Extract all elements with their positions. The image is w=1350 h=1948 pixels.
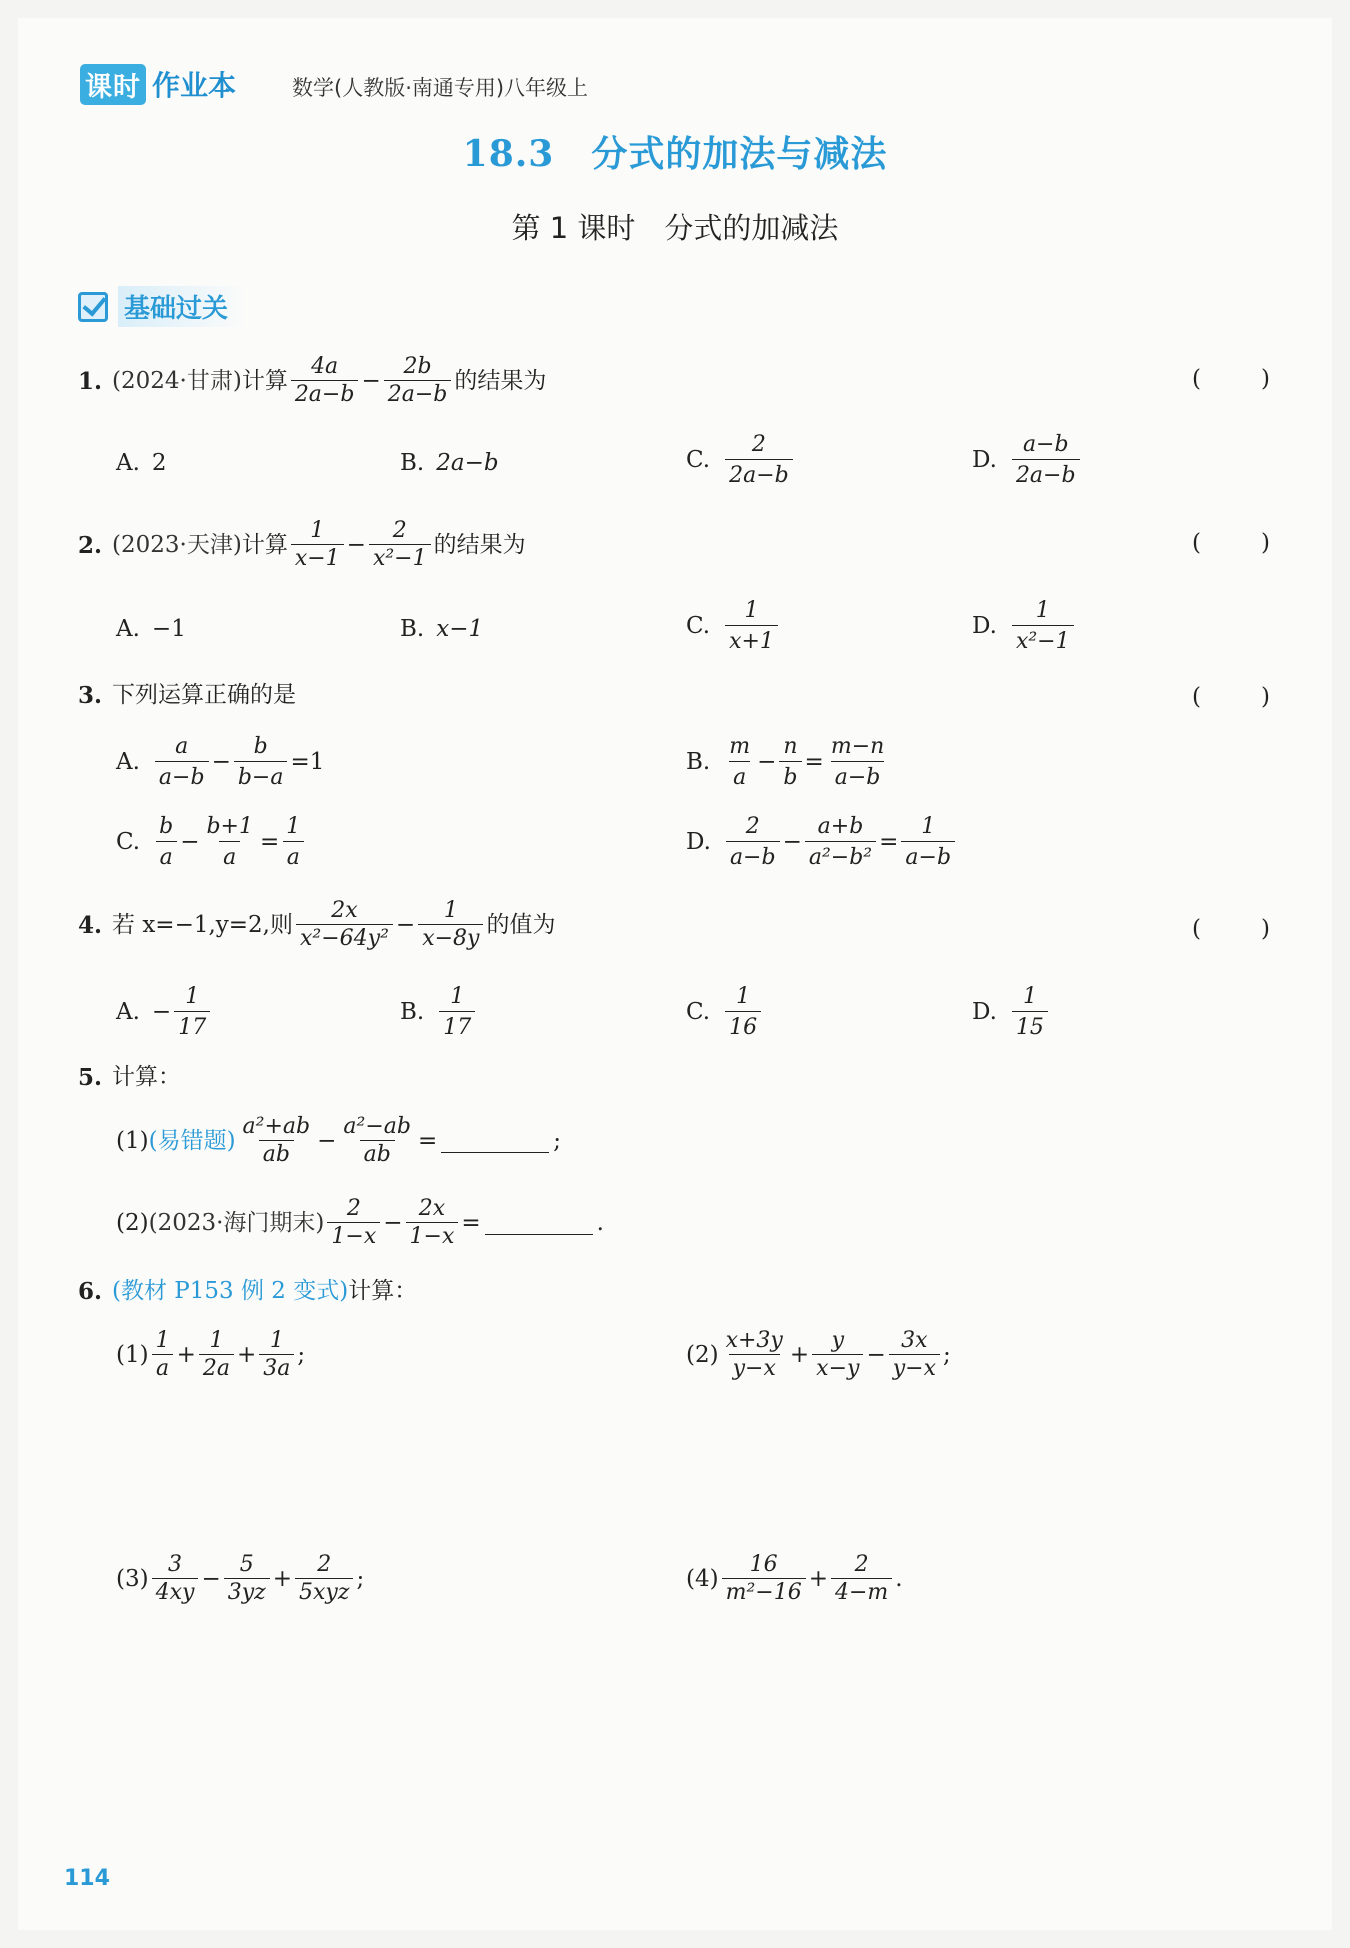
fraction (812, 1330, 863, 1380)
denominator: x−y (812, 1354, 863, 1380)
punctuation: ; (943, 1341, 951, 1368)
numerator: a²+ab (242, 1114, 311, 1139)
fraction (1012, 598, 1074, 654)
numerator: y (831, 1328, 845, 1353)
operator: − (757, 749, 777, 775)
subject-line: 数学(人教版·南通专用)八年级上 (292, 76, 589, 100)
denominator: x−1 (291, 544, 344, 570)
operator: + (176, 1341, 196, 1368)
option-value: −1 (151, 616, 186, 642)
option-a[interactable] (116, 734, 324, 790)
fraction (291, 520, 344, 570)
fraction (726, 814, 780, 870)
denominator: ab (360, 1140, 395, 1166)
fraction (155, 814, 177, 870)
denominator: y−x (889, 1354, 940, 1380)
numerator: b (253, 734, 268, 759)
question-tail: 的结果为 (454, 367, 547, 394)
denominator: 17 (439, 1011, 475, 1040)
question-6-part-4 (686, 1554, 903, 1604)
denominator: 1−x (406, 1222, 459, 1248)
fraction (418, 900, 483, 950)
operator: − (317, 1127, 337, 1154)
denominator: y−x (729, 1354, 780, 1380)
option-d[interactable] (972, 984, 1051, 1040)
section-title: 18.3 分式的加法与减法 (462, 133, 888, 175)
question-number: 4. (78, 911, 103, 939)
operator: − (180, 829, 200, 855)
fraction (779, 734, 801, 790)
question-source: (2024·甘肃) (112, 367, 242, 394)
book-logo (80, 66, 236, 102)
minus-sign: − (151, 999, 172, 1025)
denominator: a−b (155, 761, 209, 790)
fraction (239, 1116, 315, 1166)
option-b[interactable] (400, 450, 499, 476)
numerator: 1 (1022, 984, 1037, 1009)
question-6-part-3 (116, 1554, 364, 1604)
option-c[interactable] (116, 814, 307, 870)
numerator: 1 (269, 1328, 284, 1353)
denominator: a (156, 841, 177, 870)
question-tail: 的结果为 (433, 531, 526, 558)
operator: − (866, 1341, 886, 1368)
option-value: 2a−b (436, 450, 499, 476)
fraction (384, 356, 452, 406)
answer-blank[interactable] (441, 1130, 549, 1153)
denominator: 17 (174, 1011, 210, 1040)
fraction (295, 1554, 353, 1604)
answer-paren[interactable] (1192, 684, 1270, 710)
basics-label: 基础过关 (118, 286, 246, 327)
option-d[interactable] (972, 598, 1077, 654)
equals: = (461, 1209, 481, 1236)
option-b[interactable] (400, 984, 478, 1040)
fraction (234, 734, 288, 790)
answer-paren[interactable] (1192, 366, 1270, 392)
fraction (725, 984, 761, 1040)
option-label: D. (972, 999, 997, 1025)
denominator: 4xy (152, 1578, 199, 1604)
punctuation: ; (356, 1565, 365, 1592)
question-tail: 的值为 (486, 911, 556, 938)
part-label: (3) (116, 1565, 149, 1592)
denominator: a−b (901, 841, 955, 870)
option-label: C. (686, 447, 711, 473)
numerator: 1 (1035, 598, 1050, 623)
denominator: 4−m (831, 1578, 892, 1604)
numerator: 2 (346, 1196, 361, 1221)
punctuation: . (596, 1209, 604, 1236)
denominator: x²−1 (1012, 625, 1074, 654)
question-number: 6. (78, 1278, 103, 1305)
numerator: m−n (830, 734, 885, 759)
option-value: x−1 (436, 616, 484, 642)
fraction (152, 1554, 199, 1604)
denominator: 2a−b (725, 459, 793, 488)
denominator: a−b (831, 761, 885, 790)
numerator: 2 (751, 432, 766, 457)
numerator: 1 (185, 984, 200, 1009)
numerator: 3 (168, 1552, 183, 1577)
operator: − (201, 1565, 221, 1592)
answer-paren[interactable] (1192, 916, 1270, 942)
numerator: 1 (443, 898, 458, 923)
part-label: (2) (686, 1341, 719, 1368)
fraction (805, 814, 876, 870)
denominator: 16 (725, 1011, 761, 1040)
fraction (406, 1198, 459, 1248)
fraction (722, 1554, 806, 1604)
fraction (369, 520, 431, 570)
numerator: 1 (744, 598, 759, 623)
paren-open: ( (1192, 916, 1201, 942)
denominator: 5xyz (295, 1578, 353, 1604)
part-label: (1) (116, 1127, 149, 1154)
question-4 (78, 900, 555, 950)
numerator: a²−ab (343, 1114, 411, 1139)
option-a[interactable] (116, 984, 213, 1040)
operator: − (782, 829, 802, 855)
operator: + (272, 1565, 293, 1592)
question-number: 1. (78, 367, 103, 395)
question-number: 3. (78, 682, 103, 709)
denominator: 3a (259, 1354, 294, 1380)
option-label: A. (116, 450, 140, 476)
numerator: 2x (418, 1196, 446, 1221)
numerator: 1 (736, 984, 751, 1009)
denominator: m²−16 (722, 1578, 806, 1604)
option-label: B. (400, 999, 425, 1025)
option-c[interactable] (686, 598, 781, 654)
option-label: C. (116, 829, 141, 855)
denominator: 2a−b (1012, 459, 1080, 488)
numerator: 2 (854, 1552, 869, 1577)
part-label: (4) (686, 1565, 719, 1592)
denominator: x²−1 (369, 544, 431, 570)
denominator: 3yz (224, 1578, 270, 1604)
question-text: 下列运算正确的是 (112, 682, 297, 708)
denominator: x+1 (725, 625, 778, 654)
fraction (1012, 984, 1048, 1040)
option-label: D. (972, 447, 997, 473)
question-6 (78, 1280, 417, 1303)
option-label: B. (400, 450, 425, 476)
part-label: (1) (116, 1341, 149, 1368)
question-text: 计算： (112, 1064, 182, 1090)
numerator: 2 (745, 814, 760, 839)
lesson-title: 第 1 课时 分式的加减法 (511, 211, 839, 245)
fraction (722, 1330, 787, 1380)
fraction (827, 734, 888, 790)
denominator: b (779, 761, 801, 790)
option-label: A. (116, 999, 140, 1025)
operator: − (361, 367, 381, 394)
fraction (174, 984, 210, 1040)
question-lead: 计算 (241, 531, 288, 558)
fraction (327, 1198, 380, 1248)
option-d[interactable] (686, 814, 958, 870)
paren-close: ) (1261, 916, 1270, 942)
numerator: 1 (921, 814, 936, 839)
question-text: 计算： (348, 1278, 418, 1304)
numerator: x+3y (725, 1328, 783, 1353)
option-a[interactable] (116, 450, 167, 476)
question-number: 5. (78, 1064, 103, 1091)
denominator: ab (259, 1140, 294, 1166)
operator: − (346, 531, 366, 558)
question-5-part-1 (116, 1116, 561, 1166)
numerator: a−b (1022, 432, 1069, 457)
fraction (296, 900, 393, 950)
part-label: (2) (116, 1209, 149, 1236)
answer-paren[interactable] (1192, 530, 1270, 556)
question-lead: 若 x=−1,y=2,则 (112, 911, 293, 938)
denominator: b−a (234, 761, 288, 790)
numerator: 1 (155, 1328, 170, 1353)
fraction (259, 1330, 294, 1380)
fraction (155, 734, 209, 790)
numerator: 2b (403, 354, 432, 379)
answer-blank[interactable] (485, 1212, 593, 1235)
option-label: A. (116, 616, 140, 642)
paren-close: ) (1261, 684, 1270, 710)
right-hand-side: =1 (290, 749, 325, 775)
page-number: 114 (64, 1866, 110, 1891)
question-source: (2023·天津) (112, 531, 242, 558)
paren-open: ( (1192, 684, 1201, 710)
numerator: 4a (311, 354, 339, 379)
numerator: 1 (310, 518, 325, 543)
equals: = (804, 749, 824, 775)
numerator: 16 (749, 1552, 778, 1577)
numerator: 1 (209, 1328, 224, 1353)
numerator: 1 (286, 814, 301, 839)
logo-text: 作业本 (152, 69, 237, 102)
checkbox-icon (78, 292, 108, 322)
numerator: n (783, 734, 798, 759)
paren-open: ( (1192, 530, 1201, 556)
option-b[interactable] (686, 734, 891, 790)
numerator: a+b (817, 814, 864, 839)
fraction (889, 1330, 940, 1380)
punctuation: ; (297, 1341, 306, 1368)
option-a[interactable] (116, 616, 186, 642)
question-6-part-2 (686, 1330, 951, 1380)
question-number: 2. (78, 531, 103, 559)
denominator: a−b (726, 841, 780, 870)
operator: + (808, 1565, 828, 1592)
fraction (439, 984, 475, 1040)
question-6-part-1 (116, 1330, 305, 1380)
denominator: x²−64y² (296, 924, 393, 950)
option-label: C. (686, 613, 711, 639)
question-3 (78, 684, 296, 707)
option-c[interactable] (686, 432, 796, 488)
question-1 (78, 356, 546, 406)
numerator: 2 (392, 518, 407, 543)
fraction (282, 814, 304, 870)
option-label: C. (686, 999, 711, 1025)
option-b[interactable] (400, 616, 483, 642)
fraction (339, 1116, 415, 1166)
fraction (725, 734, 754, 790)
numerator: 2x (331, 898, 358, 923)
question-lead: 计算 (241, 367, 288, 394)
numerator: 2 (317, 1552, 332, 1577)
denominator: 15 (1012, 1011, 1048, 1040)
fraction (725, 432, 793, 488)
denominator: 2a (199, 1354, 234, 1380)
operator: + (237, 1341, 257, 1368)
denominator: a (219, 841, 240, 870)
numerator: a (175, 734, 189, 759)
denominator: a (729, 761, 750, 790)
punctuation: ; (553, 1127, 562, 1154)
numerator: 3x (901, 1328, 928, 1353)
question-tag: (易错题) (148, 1127, 236, 1154)
fraction (152, 1330, 174, 1380)
equals: = (259, 829, 280, 855)
question-5-part-2 (116, 1198, 604, 1248)
denominator: a (283, 841, 304, 870)
numerator: 1 (450, 984, 465, 1009)
option-label: D. (972, 613, 997, 639)
question-5 (78, 1066, 181, 1089)
option-value: 2 (151, 450, 167, 476)
operator: + (789, 1341, 810, 1368)
option-label: A. (116, 749, 140, 775)
numerator: 5 (239, 1552, 254, 1577)
option-label: B. (686, 749, 711, 775)
fraction (224, 1554, 270, 1604)
basics-heading (78, 286, 246, 327)
numerator: m (729, 734, 751, 759)
operator: − (395, 911, 416, 938)
paren-close: ) (1261, 366, 1270, 392)
denominator: a (152, 1354, 173, 1380)
fraction (291, 356, 359, 406)
fraction (831, 1554, 892, 1604)
operator: − (211, 749, 231, 775)
option-c[interactable] (686, 984, 764, 1040)
option-d[interactable] (972, 432, 1083, 488)
option-label: B. (400, 616, 425, 642)
equals: = (417, 1127, 438, 1154)
numerator: b+1 (206, 814, 253, 839)
question-source: (2023·海门期末) (148, 1209, 325, 1236)
question-2 (78, 520, 526, 570)
option-label: D. (686, 829, 711, 855)
operator: − (383, 1209, 403, 1236)
denominator: x−8y (418, 924, 483, 950)
denominator: 2a−b (384, 380, 452, 406)
punctuation: . (895, 1565, 903, 1592)
denominator: a²−b² (805, 841, 876, 870)
denominator: 1−x (327, 1222, 380, 1248)
question-tag: (教材 P153 例 2 变式) (112, 1278, 349, 1304)
paren-close: ) (1261, 530, 1270, 556)
paren-open: ( (1192, 366, 1201, 392)
logo-box: 课时 (80, 64, 146, 105)
numerator: b (159, 814, 174, 839)
fraction (202, 814, 257, 870)
equals: = (879, 829, 899, 855)
denominator: 2a−b (291, 380, 359, 406)
fraction (1012, 432, 1080, 488)
fraction (901, 814, 955, 870)
fraction (199, 1330, 234, 1380)
fraction (725, 598, 778, 654)
